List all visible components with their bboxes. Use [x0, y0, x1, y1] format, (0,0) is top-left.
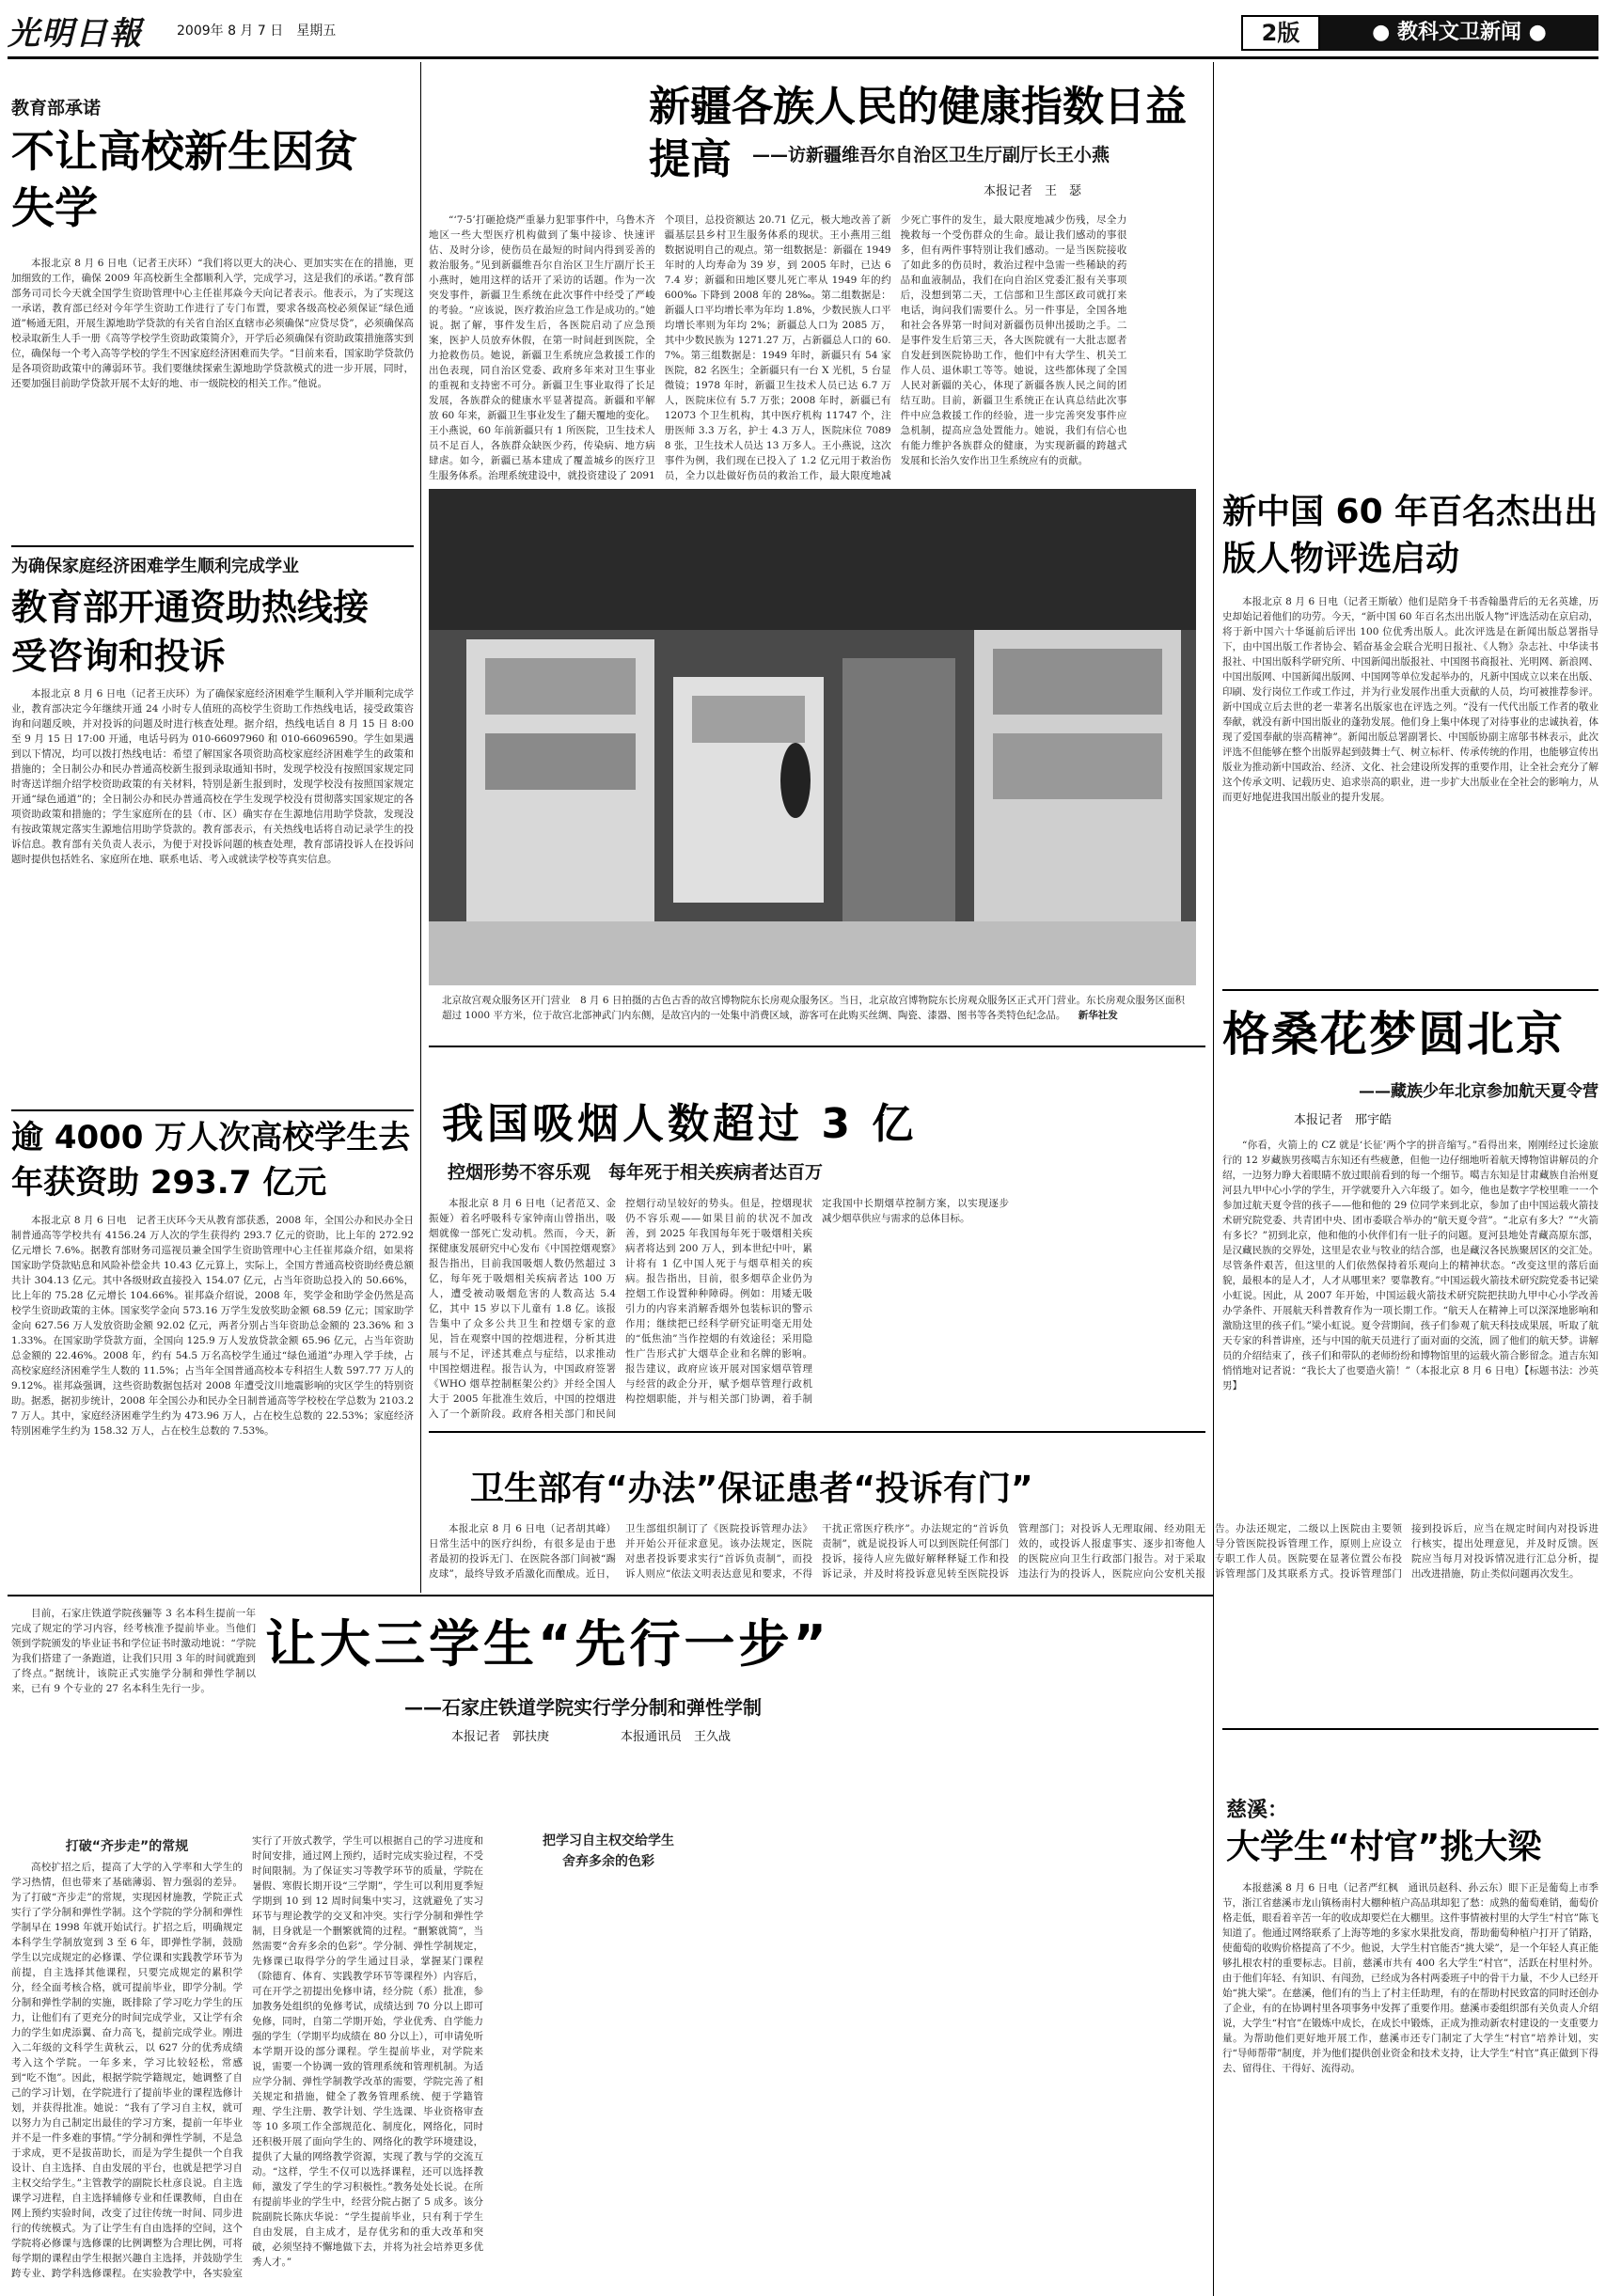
article-kicker: 教育部承诺	[11, 98, 102, 118]
newspaper-logo: 光明日報	[8, 15, 143, 53]
article-no-dropout	[11, 94, 414, 236]
article-body: 高校扩招之后，提高了大学的入学率和大学生的学习热情，但也带来了基础薄弱、智力强弱的差异。为了打破“齐步走”的常规，实现因材施教，学院正式实行了学分制和弹性学制。这个学院的学分制和弹性学制早在 1998 年就开始试行。扩招之后，明确规定本科学生学制放宽到 3 至 6 年，即弹性学制，鼓励学生以完成规定的必修课、学位课和实践教学环节为前提，自主选择其他课程，只要完成规定的累积学分，经全面考核合格，就可提前毕业，即学分制。学分制和弹性学制的实施，既排除了学习吃力学生的压力，让他们有了更充分的时间完成学业，又让学有余力的学生如虎添翼、奋力高飞，提前完成学业。刚进入二年级的文科学生黄秋云，以 627 分的优秀成绩考入这个学院。一年多来，学习比较轻松，常感到“吃不饱”。因此，根据学院学籍规定，她调整了自己的学习计划，在学院进行了提前毕业的课程选修计划，并获得批准。她说：“我有了学习自主权，就可以努力为自己制定出最佳的学习方案，提前一年毕业并不是一件多难的事情。”学分制和弹性学制，不是急于求成，更不是拔苗助长，而是为学生提供一个自我设计、自主选择、自由发展的平台，也就是把学习自主权交给学生。”主管教学的副院长杜彦良说。自主选课学习进程，自主选择辅修专业和任课教师，自由在网上预约实验时间，改变了过往传统一时间、同步进行的传统模式。为了让学生有自由选择的空间，这个学院将必修课与选修课的比例调整为合理比例，可将每学期的课程由学生根据兴趣自主选择，并鼓励学生跨专业、跨学科选修课程。在实验教学中，各实验室实行了开放式教学，学生可以根据自己的学习进度和时间安排，通过网上预约，适时完成实验过程，不受时间限制。为了保证实习等教学环节的质量，学院在暑假、寒假长期开设“三学期”，学生可以利用夏季短学期到 10 到 12 周时间集中实习，这就避免了实习环节与理论教学的交叉和冲突。实行学分制和弹性学制，目身就是一个删繁就简的过程。“删繁就简”，当然需要“舍弃多余的色彩”。学分制、弹性学制规定，先修课已取得学分的学生通过目录，掌握某门课程（除德育、体育、实践教学环节等课程外）内容后，可在开学之初提出免修申请，经分院（系）批准，参加教务处组织的免修考试，成绩达到 70 分以上即可免修，同时，自第二学期开始，学业优秀、自学能力强的学生（学期平均成绩在 80 分以上），可申请免听本学期开设的部分课程。学生提前毕业，对学院来说，需要一个协调一致的管理系统和管理机制。为适应学分制、弹性学制教学改革的需要，学院完善了相关规定和措施，健全了教务管理系统、便于学籍管理、学生注册、教学计划、学生选课、毕业资格审查等 10 多项工作全部规范化、制度化，网络化，同时还积极开展了面向学生的、网络化的教学环境建设，提供了大量的网络教学资源，实现了教与学的交流互动。“这样，学生不仅可以选择课程，还可以选择教师，激发了学生的学习积极性。”教务处处长说。在所有提前毕业的学生中，经营分院占据了 5 成多。该分院副院长陈庆华说：“学生提前毕业，只有利于学生自由发展，自主成才，是存优劣和的重大改革和突破，必须坚持不懈地做下去，并将为社会培养更多优秀人才。”	[11, 1835, 483, 2279]
masthead	[0, 0, 1606, 58]
article-kicker: 慈溪：	[1226, 1799, 1289, 1822]
article-headline: 逾 4000 万人次高校学生去年获资助 293.7 亿元	[11, 1119, 411, 1202]
article-body: “‘7·5’打砸抢烧严重暴力犯罪事件中，乌鲁木齐地区一些大型医疗机构做到了集中接诊、快速评估、及时分诊，使伤员在最短的时间内得到妥善的救治服务。”见到新疆维吾尔自治区卫生厅副厅长王小燕时，她用这样的话开了采访的话题。作为一次突发事件，新疆卫生系统在此次事件中经受了严峻的考验。“应该说，医疗救治应急工作是成功的。”她说。据了解，事件发生后，各医院启动了应急预案，医护人员放弃休假，在第一时间赶到医院，全力抢救伤员。她说，新疆卫生系统应急救援工作的出色表现，同自治区党委、政府多年来对卫生事业的重视和支持密不可分。新疆卫生事业取得了长足发展，各族群众的健康水平显著提高。新疆和平解放 60 年来，新疆卫生事业发生了翻天覆地的变化。王小燕说，60 年前新疆只有 1 所医院，卫生技术人员不足百人，各族群众缺医少药，传染病、地方病肆虐。如今，新疆已基本建成了覆盖城乡的医疗卫生服务体系。治理系统建设中，就投资建设了 2091 个项目，总投资额达 20.71 亿元，极大地改善了新疆基层县乡村卫生服务体系的现状。王小燕用三组数据说明自己的观点。第一组数据是：新疆在 1949 年时的人均寿命为 39 岁，到 2005 年时，已达 67.4 岁；新疆和田地区婴儿死亡率从 1949 年的约 600‰ 下降到 2008 年的 28‰。第二组数据是：新疆人口平均增长率为年均 1.8%，少数民族人口平均增长率则为年均 2%；新疆总人口为 2085 万，其中少数民族为 1271.27 万，占新疆总人口的 60.7%。第三组数据是：1949 年时，新疆只有 54 家医院，82 名医生；全新疆只有一台 X 光机，5 台显微镜；1978 年时，新疆卫生技术人员已达 6.7 万人，医院床位有 5.7 万张；2008 年时，新疆已有 12073 个卫生机构，其中医疗机构 11747 个，注册医师 3.3 万名，护士 4.3 万人，医院床位 70898 张，卫生技术人员达 13 万多人。王小燕说，这次事件为例，我们现在已投入了 1.2 亿元用于救治伤员，全力以赴做好伤员的救治工作，最大限度地减少死亡事件的发生，最大限度地减少伤残，尽全力挽救每一个受伤群众的生命。最让我们感动的事很多，但有两件事特别让我们感动。一是当医院接收了如此多的伤员时，救治过程中急需一些稀缺的药品和血液制品，我们在向自治区党委汇报有关事项后，没想到第二天，工信部和卫生部区政司就打来电话，询问我们需要什么。另一件事是，全国各地和社会各界第一时间对新疆伤员伸出援助之手。二是事件发生后第三天，各大医院就有一大批志愿者自发赶到医院协助工作，他们中有大学生、机关工作人员、退休职工等等。她说，这些都体现了全国人民对新疆的关心，体现了新疆各族人民之间的团结互助。目前，新疆卫生系统正在认真总结此次事件中应急救援工作的经验，进一步完善突发事件应急机制，提高应急处置能力。她说，我们有信心也有能力维护各族群众的健康，为实现新疆的跨越式发展和长治久安作出卫生系统应有的贡献。	[429, 214, 1127, 481]
article-subtitle: 控烟形势不容乐观 每年死于相关疾病者达百万	[448, 1162, 824, 1183]
article-subtitle: ——石家庄铁道学院实行学分制和弹性学制	[404, 1696, 762, 1719]
subheading: 舍弃多余的色彩	[562, 1854, 654, 1869]
article-hotline	[11, 553, 414, 681]
article-divider	[429, 1431, 1205, 1433]
section-divider	[8, 1595, 1213, 1596]
article-headline: 新中国 60 年百名杰出出版人物评选启动	[1222, 493, 1598, 578]
subheading: 把学习自主权交给学生	[543, 1833, 674, 1848]
column-divider-left	[420, 62, 421, 1593]
article-headline: 让大三学生“先行一步”	[265, 1614, 830, 1674]
article-headline: 大学生“村官”挑大梁	[1226, 1828, 1542, 1866]
article-lead-right	[940, 1606, 1205, 1756]
photo-credit: 新华社发	[1078, 1010, 1118, 1021]
article-lead: 目前，石家庄铁道学院孩骊等 3 名本科生提前一年完成了规定的学习内容，经考核准予提前毕业。当他们领到学院颁发的毕业证书和学位证书时激动地说：“学院为我们搭建了一条跑道，让我们只用 3 年的时间就跑到了终点。”据统计，该院正式实施学分制和弹性学制以来，已有 9 个专业的 27 名本科生先行一步。	[11, 1608, 256, 1694]
article-body: 本报北京 8 月 6 日电 记者王庆环今天从教育部获悉，2008 年，全国公办和民办全日制普通高等学校共有 4156.24 万人次的学生获得约 293.7 亿元的资助，比上年的 272.92 亿元增长 7.6%。据教育部财务司巡视员兼全国学生资助管理中心主任崔邦焱介绍，如果将国家助学贷款贴息和风险补偿金共 10.43 亿元算上，实际上，全国方普通高校资助经费总额共计 304.13 亿元。其中各级财政直接投入 154.07 亿元，占当年资助总投入的 50.66%，比上年的 75.28 亿元增长 104.66%。崔邦焱介绍说，2008 年，奖学金和助学金仍然是高校学生资助政策的主体。国家奖学金向 573.16 万学生发放奖助金额 68.59 亿元；国家助学金向 627.56 万人发放资助金额 92.02 亿元，两者分别占当年资助总金额的 23.36% 和 31.33%。在国家助学贷款方面，全国向 125.9 万人发放贷款金额 65.96 亿元，占当年资助总金额的 22.46%。2008 年，约有 54.5 万名高校学生通过“绿色通道”办理入学手续，占高校家庭经济困难学生人数的 11.5%；占当年全国普通高校本专科招生人数 597.77 万人的 9.12%。崔邦焱强调，这些资助数据包括对 2008 年遭受汶川地震影响的灾区学生的特别资助。据悉，据初步统计，2008 年全国公办和民办全日制普通高等学校校在学总数为 2103.27 万人。其中，家庭经济困难学生约为 473.96 万人，占在校生总数的 22.53%；家庭经济特别困难学生约为 158.32 万人，占在校生总数的 7.53%。	[11, 1215, 414, 1437]
subheading: 打破“齐步走”的常规	[65, 1839, 189, 1854]
article-byline: 本报记者 郭扶庚	[451, 1730, 550, 1744]
article-body: “你看，火箭上的 CZ 就是‘长征’两个字的拼音缩写。”看得出来，刚刚经过长途旅行的 12 岁藏族男孩噶吉东知还有些疲惫，但他一边仔细地听着航天博物馆讲解员的介绍，一边努力睁大着眼睛不放过眼前看到的每一个细节。噶吉东知是甘肃藏族自治州夏河县九甲中心小学的学生，开学就要升入六年级了。如今，他也是数字学校里唯一一个参加过航天夏令营的孩子——他和他的 29 位同学来到北京，参加了由中国运载火箭技术研究院党委、共青团中央、团市委联合举办的“航天夏令营”。“北京有多大？”“火箭有多长？”初到北京，他和他的小伙伴们有一肚子的问题。夏河县地处青藏高原东部，是汉藏民族的交界处，这里是农业与牧业的结合部，也是藏汉各民族聚居区的交汇处。尽管条件艰苦，但这里的人们依然保持着乐观向上的精神状态。“改变这里的落后面貌，最根本的是人才，人才从哪里来？要靠教育。”中国运载火箭技术研究院党委书记梁小虹说。因此，从 2007 年开始，中国运载火箭技术研究院把扶助九甲中心小学改善办学条件、开展航天科普教育作为一项长期工作。“航天人在精神上可以深深地影响和激励这里的孩子们。”梁小虹说。夏令营期间，孩子们参观了航天科技成果展，听取了航天专家的科普讲座，还与中国的航天员进行了面对面的交流，圆了他们的航天梦。讲解员的介绍结束了，孩子们和带队的老师纷纷和博物馆里的运载火箭合影留念。道吉东知悄悄地对记者说：“我长大了也要造火箭！”（本报北京 8 月 6 日电）【标题书法：沙英男】	[1222, 1140, 1598, 1392]
article-body: 本报北京 8 月 6 日电（记者王庆环）“我们将以更大的决心、更加实实在在的措施，更加细致的工作，确保 2009 年高校新生全都顺利入学，完成学习，这是我们的承诺。”教育部部务司司长今天就全国学生资助管理中心主任崔邦焱今天向记者表示。他表示，为了实现这一承诺，教育部已经对今年学生资助工作进行了专门布置，要求各级高校必须保证“绿色通道”畅通无阻，开展生源地助学贷款的有关省自治区直辖市必须确保“应贷尽贷”，必须确保高校录取新生人手一册《高等学校学生资助政策简介》，开学后必须确保有资助政策措施落实到位，确保每一个考入高等学校的学生不因家庭经济困难而失学。“目前来看，国家助学贷款仍是各项资助政策中的薄弱环节。我们要继续探索生源地助学贷款模式的进一步开展，同时，还要加强目前助学贷款开展不太好的地、市一级院校的相关工作。”他说。	[11, 258, 414, 389]
article-byline: 本报通讯员 王久战	[621, 1730, 732, 1744]
article-divider	[1222, 1728, 1598, 1730]
article-kicker: 为确保家庭经济困难学生顺利完成学业	[11, 557, 299, 576]
photo-illustration	[429, 489, 1196, 985]
article-divider	[11, 1109, 414, 1111]
article-body: 本报慈溪 8 月 6 日电（记者严红枫 通讯员赵科、孙云东）眼下正是葡萄上市季节，浙江省慈溪市龙山镇杨南村大棚种植户高品琪却犯了愁：成熟的葡萄难销，葡萄价格走低，眼看着辛苦一年的收成却要烂在大棚里。这件事情被村里的大学生“村官”陈飞知道了。他通过网络联系了上海等地的多家水果批发商，帮助葡萄种植户打开了销路，使葡萄的收购价格提高了不少。他说，大学生村官能否“挑大梁”，是一个年轻人真正能够扎根农村的重要标志。目前，慈溪市共有 400 名大学生“村官”，活跃在村里村外。由于他们年轻、有知识、有闯劲，已经成为各村两委班子中的骨干力量，不少人已经开始“挑大梁”。在慈溪，他们有的当上了村主任助理，有的在帮助村民致富的同时还创办了企业，有的在协调村里各项事务中发挥了重要作用。慈溪市委组织部有关负责人介绍说，大学生“村官”在锻炼中成长，在成长中锻炼，正成为推动新农村建设的一支重要力量。为帮助他们更好地开展工作，慈溪市还专门制定了大学生“村官”培养计划，实行“导师帮带”制度，并为他们提供创业资金和技术支持，让大学生“村官”真正做到下得去、留得住、干得好、流得动。	[1222, 1882, 1598, 2074]
photo-caption-text: 北京故宫观众服务区开门营业 8 月 6 日拍摄的古色古香的故宫博物院东长房观众服务区。当日，北京故宫博物院东长房观众服务区正式开门营业。东长房观众服务区面积超过 1000 平方米，位于故宫北部神武门内东侧，是故宫内的一处集中消费区域，游客可在此购买丝绸、陶瓷、漆器、图书等各类特色纪念品。	[442, 995, 1185, 1021]
page-number: 2版	[1241, 15, 1320, 51]
article-body: 本报北京 8 月 6 日电（记者范又、金振娅）着名呼吸科专家钟南山曾指出，吸烟就像一部死亡发动机。然而，今天，新探健康发展研究中心发布《中国控烟观察》报告指出，目前我国吸烟人数仍然超过 3 亿，每年死于吸烟相关疾病者达 100 万人，遭受被动吸烟危害的人数高达 5.4 亿，其中 15 岁以下儿童有 1.8 亿。该报告集中了众多公共卫生和控烟专家的意见，旨在观察中国的控烟进程，分析其进展与不足，评述其难点与症结，以求推动中国控烟进程。报告认为，中国政府签署《WHO 烟草控制框架公约》并经全国人大于 2005 年批准生效后，中国的控烟进入了一个新阶段。政府各相关部门和民间控烟行动呈较好的势头。但是，控烟现状仍不容乐观——如果目前的状况不加改善，到 2025 年我国每年死于吸烟相关疾病者将达到 200 万人，到本世纪中叶，累计将有 1 亿中国人死于与烟草相关的疾病。报告指出，目前，很多烟草企业仍为控烟工作设置种种障碍。例如：用矮无吸引力的内容来消解香烟外包装标识的警示作用；继续把已经科学研究证明毫无用处的“低焦油”当作控烟的有效途径；采用隐性广告形式扩大烟草企业和名牌的影响。报告建议，政府应该开展对国家烟草管理与经营的政企分开，赋予烟草管理行政机构控烟职能，并与相关部门协调，着手制定我国中长期烟草控制方案，以实现逐步减少烟草供应与需求的总体目标。	[429, 1198, 1009, 1420]
article-byline: 本报记者 王 瑟	[983, 184, 1081, 198]
article-body: 本报北京 8 月 6 日电（记者王斯敏）他们是陪身千书香翰墨背后的无名英雄，历史却始记着他们的功劳。今天，“新中国 60 年百名杰出出版人物”评选活动在京启动，将于新中国六十华诞前后评出 100 位优秀出版人。此次评选是在新闻出版总署指导下，由中国出版工作者协会、韬奋基金会联合光明日报社、《人物》杂志社、中华读书报社、中国出版科学研究所、中国新闻出版报社、中国图书商报社、光明网、新浪网、中国出版网、中国新闻出版网、中国网等单位发起举办的，凡新中国成立以来在出版、印刷、发行岗位工作或工作过，并为行业发展作出重大贡献的人员，均可被推荐参评。新中国成立后去世的老一辈著名出版家也在评选之列。“没有一代代出版工作者的敬业奉献，就没有新中国出版业的蓬勃发展。他们身上集中体现了对待事业的忠诚执着，体现了爱国奉献的崇高精神”。新闻出版总署副署长、中国版协副主席邬书林表示，此次评选不但能够在整个出版界起到鼓舞士气、树立标杆、传承传统的作用，也能够宣传出版业为推动新中国政治、经济、文化、社会建设所发挥的重要作用，让全社会充分了解这个传承文明、记载历史、追求崇高的职业，进一步扩大出版业在全社会的影响力，从而更好地促进我国出版业的提升发展。	[1222, 596, 1598, 803]
masthead-rule	[8, 56, 1598, 59]
article-subtitle: ——藏族少年北京参加航天夏令营	[1359, 1082, 1598, 1101]
article-divider	[11, 545, 414, 547]
article-body-block	[11, 1833, 1205, 2285]
photo-caption	[442, 993, 1185, 1040]
article-subtitle: ——访新疆维吾尔自治区卫生厅副厅长王小燕	[752, 145, 1110, 165]
article-divider	[429, 1046, 1205, 1047]
issue-date: 2009年 8 月 7 日 星期五	[177, 24, 337, 39]
article-headline-calligraphy: 格桑花梦圆北京	[1222, 1006, 1565, 1062]
article-body: 本报北京 8 月 6 日电（记者王庆环）为了确保家庭经济困难学生顺利入学并顺利完成学业，教育部决定今年继续开通 24 小时专人值班的高校学生资助工作热线电话，接受政策咨询和问题反映，并对投诉的问题及时进行核查处理。据介绍，热线电话自 8 月 15 日 8:00 至 9 月 15 日 17:00 开通，电话号码为 010-66097960 和 010-66096590。学生如果遇到以下情况，均可以拨打热线电话：希望了解国家各项资助高校家庭经济困难学生的政策和措施的；全日制公办和民办普通高校新生报到录取通知书时，发现学校没有按照国家规定同时寄送详细介绍学校资助政策的有关材料，特别是新生报到时，发现学校没有按照国家规定开通“绿色通道”的；全日制公办和民办普通高校在学生发现学校没有贯彻落实国家规定的各项资助政策和措施的；学生家庭所在的县（市、区）确实存在生源地信用助学贷款，发现没有按政策规定落实生源地信用助学贷款的。教育部表示，有关热线电话将自动记录学生的投诉信息。教育部有关负责人表示，为便于对投诉问题的核查处理，教育部请投诉人在投诉问题时提供包括姓名、家庭所在地、联系电话、考入或就读学校等真实信息。	[11, 688, 414, 865]
section-name: ● 教科文卫新闻 ●	[1320, 15, 1598, 51]
article-body: 本报北京 8 月 6 日电（记者胡其峰）日常生活中的医疗纠纷，有很多是由于患者最初的投诉无门、在医院各部门间被“踢皮球”，最终导致矛盾激化而酿成。近日，卫生部组织制订了《医院投诉管理办法》并开始公开征求意见。该办法规定，医院对患者投诉要求实行“首诉负责制”，而投诉人则应“依法文明表达意见和要求，不得干扰正常医疗秩序”。办法规定的“首诉负责制”，就是说投诉人可以到医院任何部门投诉，接待人应先做好解释释疑工作和投诉记录，并及时将投诉意见转至医院投诉管理部门；对投诉人无理取闹、经劝阻无效的，或投诉人报虚事实、逐步扣寄他人的医院应向卫生行政部门报告。对于采取违法行为的投诉人，医院应向公安机关报告。办法还规定，二级以上医院由主要领导分管医院投诉管理工作，原则上应设立专职工作人员。医院要在显著位置公布投诉管理部门及其联系方式。投诉管理部门接到投诉后，应当在规定时间内对投诉进行核实，提出处理意见，并及时反馈。医院应当每月对投诉情况进行汇总分析，提出改进措施，防止类似问题再次发生。	[429, 1523, 1598, 1580]
article-headline: 不让高校新生因贫失学	[11, 126, 357, 233]
article-headline: 我国吸烟人数超过 3 亿	[442, 1100, 918, 1148]
news-photo	[429, 489, 1196, 985]
article-divider	[1222, 989, 1598, 991]
article-headline: 卫生部有“办法”保证患者“投诉有门”	[470, 1470, 1033, 1508]
article-headline: 教育部开通资助热线接受咨询和投诉	[11, 587, 370, 677]
article-byline: 本报记者 邢宇皓	[1293, 1113, 1392, 1127]
article-headline: 新疆各族人民的健康指数日益提高	[649, 83, 1187, 183]
